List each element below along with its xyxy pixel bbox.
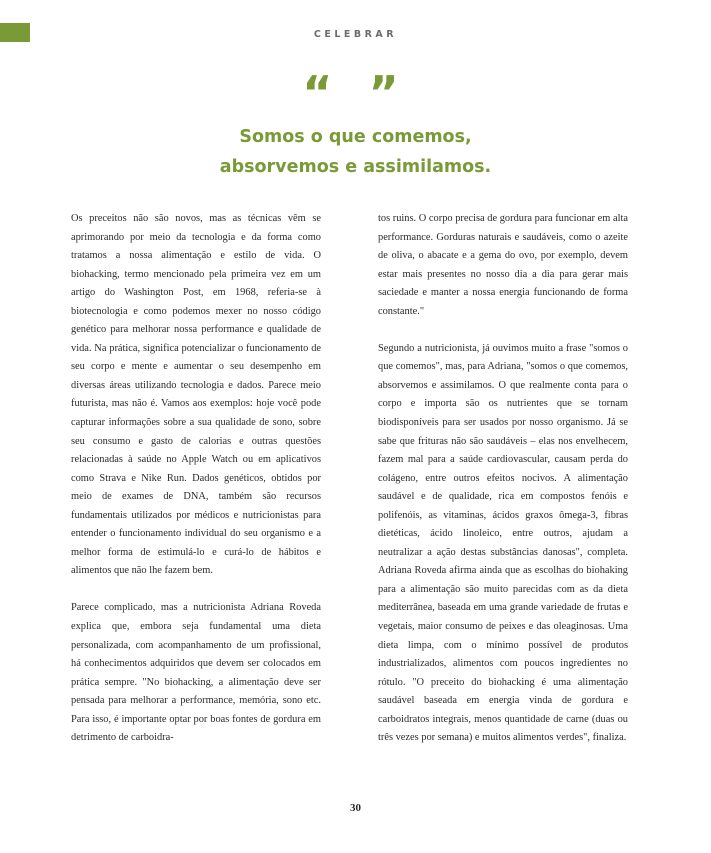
paragraph: Os preceitos não são novos, mas as técnicas vêm se aprimorando por meio da tecnologia e da forma como tratamos a nossa alimentação e estilo de vida. O biohacking, termo mencionado pela primeira vez em um artigo do Washington Post, em 1968, referia-se à biotecnologia e como podemos mexer no nosso código genético para melhorar nossa performance e qualidade de vida. Na prática, significa potencializar o funcionamento de seu corpo e mente e aumentar o seu desempenho em diversas áreas utilizando tecnologia e dados. Parece meio futurista, mas não é. Vamos aos exemplos: hoje você pode capturar informações sobre a sua qualidade de sono, sobre seu consumo e gasto de calorias e outras questões relacionadas à saúde no Apple Watch ou em aplicativos como Strava e Nike Run. Dados genéticos, obtidos por meio de exames de DNA, também são recursos fundamentais utilizados por médicos e nutricionistas para entender o funcionamento individual do seu organismo e a melhor forma de estimulá-lo e curá-lo de hábitos e alimentos que não lhe fazem bem. xyxy=(71,213,321,577)
page-number: 30 xyxy=(350,802,361,814)
paragraph: Parece complicado, mas a nutricionista Adriana Roveda explica que, embora seja fundamental uma dieta personalizada, com acompanhamento de um profissional, há conhecimentos adquiridos que devem ser colocados em prática sempre. "No biohacking, a alimentação deve ser pensada para melhorar a performance, memória, sono etc. Para isso, é importante optar por boas fontes de gordura em detrimento de carboidra- xyxy=(71,602,321,744)
article-column-right xyxy=(378,210,628,766)
article-column-left xyxy=(71,210,321,766)
paragraph: tos ruins. O corpo precisa de gordura para funcionar em alta performance. Gorduras naturais e saudáveis, como o azeite de oliva, o abacate e a gema do ovo, por exemplo, devem estar mais presentes no nosso dia a dia para gerar mais saciedade e manter a nossa energia funcionando de forma constante." xyxy=(378,213,628,317)
quote-mark-icon: “ ” xyxy=(302,66,409,120)
pull-quote-line-2: absorvemos e assimilamos. xyxy=(219,157,492,177)
paragraph: Segundo a nutricionista, já ouvimos muito a frase "somos o que comemos", mas, para Adriana, "somos o que comemos, absorvemos e assimilamos. O que realmente conta para o corpo e importa são os nutrientes que se tornam biodisponíveis para ser usados por nosso organismo. Já se sabe que frituras não são saudáveis – elas nos envelhecem, fazem mal para a saúde cardiovascular, causam perda do colágeno, entre outros efeitos nocivos. A alimentação saudável e de qualidade, rica em compostos fenóis e polifenóis, as vitaminas, ácidos graxos ômega-3, fibras dietéticas, ácido linoleico, entre outros, ajudam a neutralizar a ação destas substâncias danosas", completa. Adriana Roveda afirma ainda que as escolhas do biohaking para a alimentação são muito parecidas com as da dieta mediterrânea, baseada em uma grande variedade de frutas e vegetais, maior consumo de peixes e das oleaginosas. Uma dieta limpa, com o mínimo possível de produtos industrializados, alimentos com poucos ingredientes no rótulo. "O preceito do biohacking é uma alimentação saudável baseada em energia vinda de gordura e carboidratos integrais, menos quantidade de carne (duas ou três vezes por semana) e muitos alimentos verdes", finaliza. xyxy=(378,342,628,744)
pull-quote xyxy=(0,122,711,182)
section-label: CELEBRAR xyxy=(313,29,398,40)
pull-quote-line-1: Somos o que comemos, xyxy=(239,127,472,147)
